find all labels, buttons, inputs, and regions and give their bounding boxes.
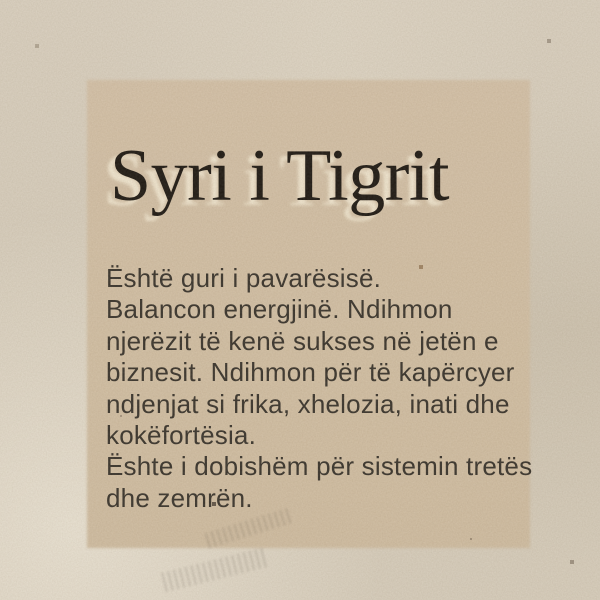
body-line: dhe zemrën. bbox=[106, 482, 253, 513]
body-line: kokëfortësia. bbox=[106, 420, 257, 451]
body-line: biznesit. Ndihmon për të kapërcyer bbox=[106, 357, 515, 388]
body-line: Ështe i dobishëm për sistemin tretës bbox=[106, 451, 533, 482]
card-title: Syri i Tigrit bbox=[110, 135, 450, 217]
body-line: Është guri i pavarësisë. bbox=[106, 263, 382, 293]
pencil-smudge bbox=[161, 548, 267, 593]
body-text-block bbox=[106, 263, 533, 514]
body-line: ndjenjat si frika, xhelozia, inati dhe bbox=[106, 388, 510, 419]
paper-specks bbox=[0, 0, 2, 2]
body-line: njerëzit të kenë sukses në jetën e bbox=[106, 325, 499, 356]
body-line: Balancon energjinë. Ndihmon bbox=[106, 294, 453, 325]
